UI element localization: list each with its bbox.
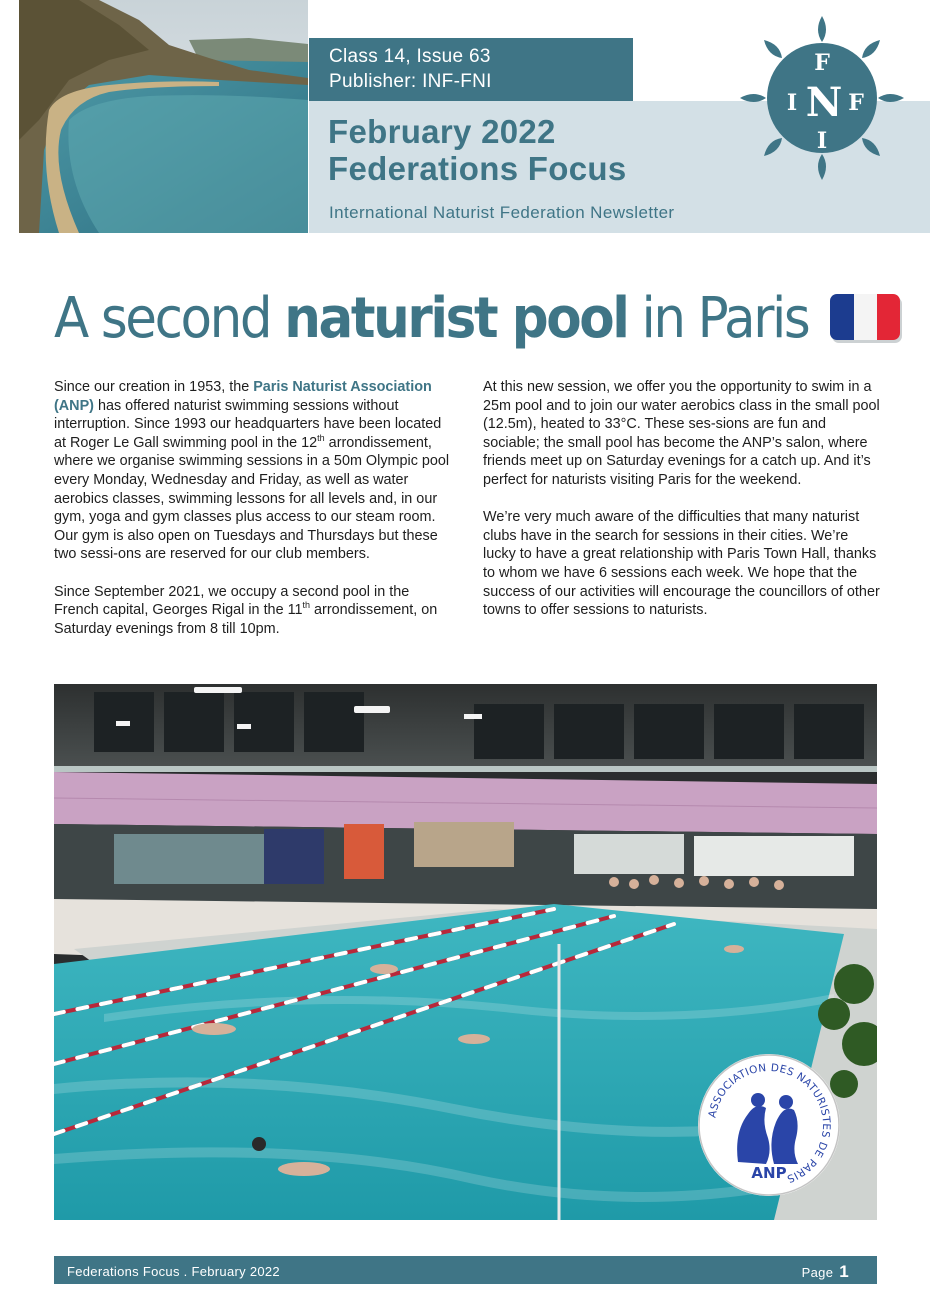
article-column-left (54, 378, 454, 657)
newsletter-title (328, 113, 627, 187)
headline-part-2: in Paris (627, 286, 809, 351)
text: Since our creation in 1953, the (54, 379, 254, 395)
page-label: Page (801, 1265, 834, 1280)
title-name: Federations Focus (328, 150, 627, 187)
anp-link[interactable]: Paris Naturist Association (ANP) (54, 379, 432, 414)
headline-part-1: A second (54, 286, 285, 351)
anp-association-logo (696, 1052, 842, 1198)
article-headline (54, 282, 808, 356)
cover-photo-coastline (19, 0, 308, 233)
page-number: 1 (839, 1262, 849, 1281)
headline-bold: naturist pool (284, 286, 628, 351)
text: arrondissement, on Saturday evenings from 8 till 10pm. (54, 602, 438, 637)
paragraph (54, 583, 454, 639)
publisher: Publisher: INF-FNI (329, 71, 492, 92)
superscript: th (302, 600, 311, 611)
footer-page (802, 1262, 849, 1282)
logo-letter-bottom: I (816, 128, 828, 154)
paragraph (54, 378, 454, 564)
french-flag-icon (828, 293, 902, 343)
text: has offered naturist swimming sessions without interruption. Since 1993 our headquarters have been located at Roger Le Gall swimming pool in the 12 (54, 397, 442, 451)
anp-initials: ANP (751, 1164, 787, 1182)
text: arrondissement, where we organise swimming sessions in a 50m Olympic pool every Monday, Wednesday and Friday, as well as water aerobics classes, swimming lessons for all levels and, in our gym, yoga and gym classes plus access to our steam room. Our gym is also open on Tuesdays and Thursdays but these two sessi-ons are reserved for our club members. (54, 434, 450, 563)
title-date: February 2022 (328, 113, 556, 150)
page-footer (54, 1256, 877, 1284)
issue-number: Class 14, Issue 63 (329, 46, 491, 67)
footer-publication: Federations Focus . February 2022 (67, 1264, 280, 1279)
superscript: th (317, 432, 325, 443)
article-column-right (483, 378, 883, 638)
paragraph: At this new session, we offer you the opportunity to swim in a 25m pool and to join our water aerobics class in the small pool (12.5m), heated to 33°C. These ses-sions are fun and sociable; the small pool has become the ANP’s salon, where friends meet up on Saturday evenings for a catch up. And it’s perfect for naturists visiting Paris for the weekend. (483, 379, 880, 488)
logo-letter-right: F (848, 90, 864, 116)
paragraph: We’re very much aware of the difficulties that many naturist clubs have in the search for sessions in their cities. We’re lucky to have a great relationship with Paris Town Hall, thanks to whom we have 6 sessions each week. We hope that the success of our activities will encourage the councillors of other towns to offer sessions to naturists. (483, 509, 880, 619)
issue-info-box (309, 38, 633, 101)
text: Since September 2021, we occupy a second pool in the French capital, Georges Rigal in the 11 (54, 583, 410, 619)
logo-letter-center: N (805, 79, 843, 126)
logo-letter-left: I (786, 90, 798, 116)
anp-ring-text: ASSOCIATION DES NATURISTES DE PARIS (706, 1061, 833, 1185)
logo-letter-top: F (814, 50, 830, 76)
newsletter-subtitle: International Naturist Federation Newsletter (329, 203, 675, 222)
inf-fni-sun-logo-icon (736, 12, 908, 184)
